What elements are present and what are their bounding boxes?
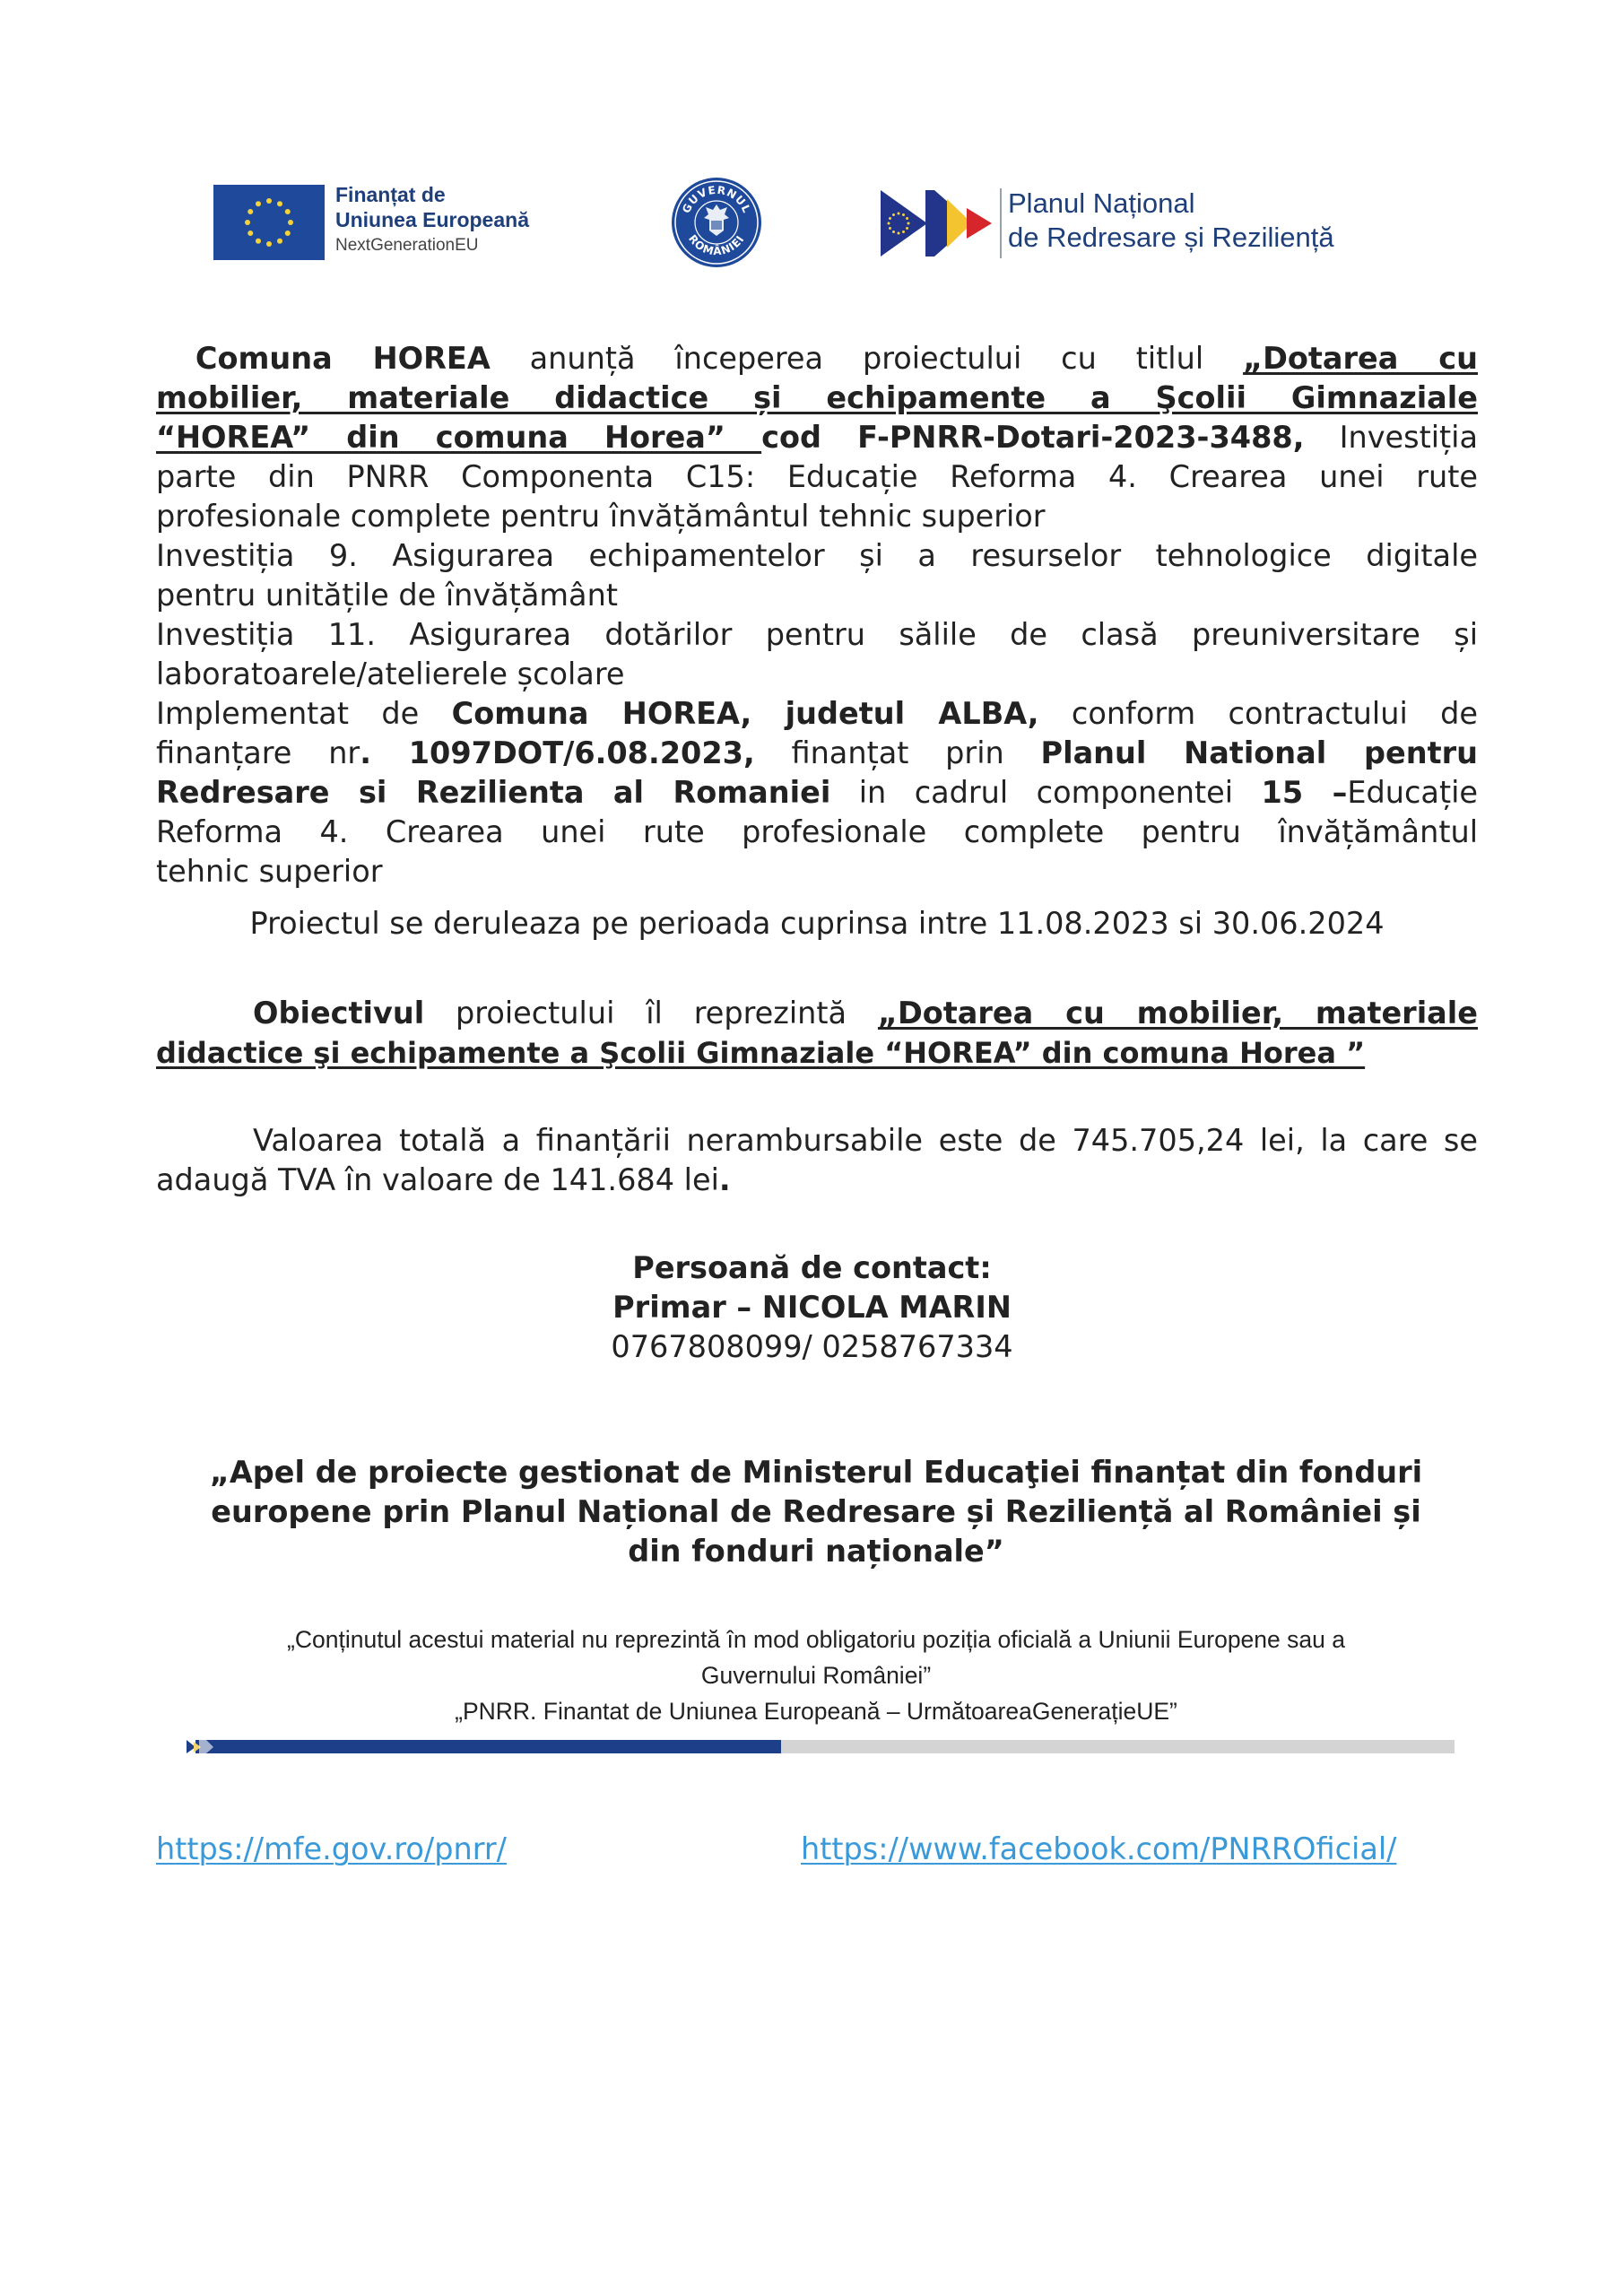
contact-phones: 0767808099/ 0258767334 xyxy=(611,1329,1013,1364)
announcement-line: laboratoarele/atelierele școlare xyxy=(156,657,625,691)
footer-bar-blue-segment xyxy=(195,1740,781,1753)
eu-star-icon xyxy=(245,220,250,225)
implementation-line: Redresare si Rezilienta al Romaniei in cadrul componentei 15 –Educație xyxy=(156,775,1478,810)
announcement-line: profesionale complete pentru învățământul tehnic superior xyxy=(156,499,1046,534)
pnrr-star-icon xyxy=(898,213,900,215)
pnrr-logo xyxy=(881,187,1365,260)
eu-flag-icon xyxy=(213,185,325,260)
pnrr-logo-line1: Planul Național xyxy=(1008,187,1195,219)
pnrr-star-icon xyxy=(906,217,908,220)
footer-decorative-bar xyxy=(195,1740,1455,1753)
implementation-line: Implementat de Comuna HOREA, judetul ALBA, conform contractului de xyxy=(156,696,1478,731)
project-title-start: „Dotarea cu xyxy=(1243,341,1478,376)
implementation-line: Reforma 4. Crearea unei rute profesionale complete pentru învățământul xyxy=(156,814,1478,849)
implementation-line: finanțare nr. 1097DOT/6.08.2023, finanțat prin Planul National pentru xyxy=(156,735,1478,770)
contract-number: . 1097DOT/6.08.2023, xyxy=(360,735,755,770)
pnrr-star-icon xyxy=(898,232,900,235)
objective-paragraph: Obiectivul proiectului îl reprezintă „Dotarea cu mobilier, materiale didactice şi echipamente a Şcolii Gimnaziale “HOREA” din comuna Horea ” xyxy=(156,996,1478,1070)
eu-star-icon xyxy=(256,239,261,244)
objective-title-end: didactice şi echipamente a Şcolii Gimnaziale “HOREA” din comuna Horea ” xyxy=(156,1036,1366,1070)
vat-amount: adaugă TVA în valoare de 141.684 lei xyxy=(156,1162,719,1197)
eu-star-icon xyxy=(285,230,291,236)
funding-value-paragraph: Valoarea totală a finanțării nerambursabile este de 745.705,24 lei, la care se adaugă TVA în valoare de 141.684 lei. xyxy=(156,1123,1478,1197)
pnrr-star-icon xyxy=(908,222,910,225)
pnrr-facebook-link[interactable]: https://www.facebook.com/PNRROficial/ xyxy=(801,1831,1397,1866)
contact-name: Primar – NICOLA MARIN xyxy=(612,1290,1012,1325)
project-title-end: “HOREA” din comuna Horea” xyxy=(156,420,762,455)
eu-star-icon xyxy=(277,239,282,244)
announcement-line: Investiția 11. Asigurarea dotărilor pentru sălile de clasă preuniversitare și xyxy=(156,617,1478,652)
announcement-line: Investiția 9. Asigurarea echipamentelor și a resurselor tehnologice digitale xyxy=(156,538,1478,573)
eu-logo-line3: NextGenerationEU xyxy=(335,236,479,255)
announcement-line: Comuna HOREA anunță începerea proiectului cu titlul „Dotarea cu xyxy=(195,341,1478,376)
eu-funding-logo xyxy=(213,182,554,263)
eu-logo-line1: Finanțat de xyxy=(335,183,446,206)
announcement-line: “HOREA” din comuna Horea” cod F-PNRR-Dotari-2023-3488, Investiția xyxy=(156,420,1478,455)
funding-total: Valoarea totală a finanțării nerambursabile este de 745.705,24 lei, la care se xyxy=(253,1123,1478,1158)
pnrr-star-icon xyxy=(902,213,905,216)
announcement-line: parte din PNRR Componenta C15: Educație Reforma 4. Crearea unei rute xyxy=(156,459,1478,494)
pnrr-star-icon xyxy=(889,227,891,230)
eu-star-icon xyxy=(248,230,253,236)
municipality-name: Comuna HOREA xyxy=(195,341,491,376)
pnrr-logo-divider xyxy=(1000,188,1002,258)
eu-logo-line2: Uniunea Europeană xyxy=(335,208,529,231)
objective-title-start: „Dotarea cu mobilier, materiale xyxy=(877,996,1478,1031)
contact-block xyxy=(0,1248,1624,1367)
pnrr-arrows-icon xyxy=(881,190,995,257)
pnrr-star-icon xyxy=(892,230,895,233)
project-period: Proiectul se deruleaza pe perioada cuprinsa intre 11.08.2023 si 30.06.2024 xyxy=(249,906,1385,941)
pnrr-star-icon xyxy=(906,227,908,230)
mfe-pnrr-link[interactable]: https://mfe.gov.ro/pnrr/ xyxy=(156,1831,507,1866)
implementation-line: tehnic superior xyxy=(156,854,383,889)
pnrr-star-icon xyxy=(889,217,891,220)
implementer-name: Comuna HOREA, judetul ALBA, xyxy=(451,696,1039,731)
eu-star-icon xyxy=(256,201,261,206)
gov-seal-top-text: GUVERNUL xyxy=(680,183,753,216)
eu-star-icon xyxy=(266,198,272,204)
objective-label: Obiectivul xyxy=(253,996,425,1031)
pnrr-star-icon xyxy=(902,230,905,233)
contact-heading: Persoană de contact: xyxy=(632,1250,992,1285)
announcement-paragraph xyxy=(156,339,1478,891)
eu-star-icon xyxy=(248,209,253,214)
romanian-government-seal-icon xyxy=(670,176,763,269)
eu-star-icon xyxy=(277,201,282,206)
pnrr-star-icon xyxy=(888,222,890,225)
eu-star-icon xyxy=(266,241,272,247)
project-title-mid: mobilier, materiale didactice și echipamente a Şcolii Gimnaziale xyxy=(156,380,1478,415)
announcement-line xyxy=(156,378,1478,418)
gov-seal-bottom-text: ROMÂNIEI xyxy=(685,232,747,258)
pnrr-logo-line2: de Redresare și Reziliență xyxy=(1008,222,1334,253)
eu-star-icon xyxy=(285,209,291,214)
disclaimer: „Conținutul acestui material nu reprezintă în mod obligatoriu poziția oficială a Uniunii Europene sau a Guvernului României” „PNRR. Finantat de Uniunea Europeană – UrmătoareaGenerațieUE” xyxy=(287,1626,1345,1725)
call-for-projects-statement: „Apel de proiecte gestionat de Ministerul Educaţiei finanțat din fonduri europene prin Planul Național de Redresare și Reziliență al României și din fonduri naționale” xyxy=(209,1455,1423,1569)
eu-star-icon xyxy=(288,220,293,225)
pnrr-star-icon xyxy=(892,213,895,216)
announcement-line: pentru unitățile de învățământ xyxy=(156,578,618,613)
footer-bar-arrow-icon xyxy=(187,1740,213,1753)
project-code: cod F-PNRR-Dotari-2023-3488, xyxy=(761,420,1305,455)
